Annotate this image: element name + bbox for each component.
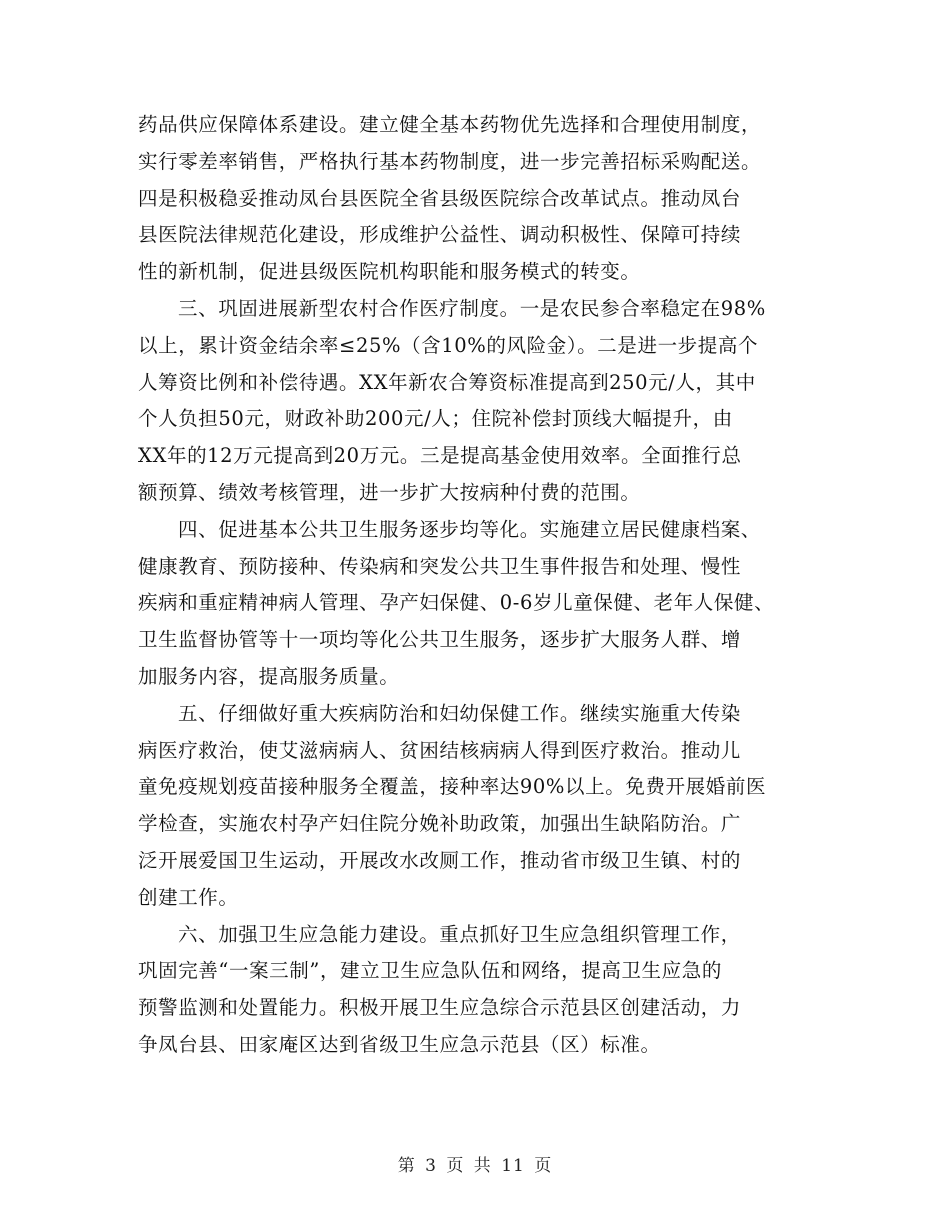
paragraph-line: 药品供应保障体系建设。建立健全基本药物优先选择和合理使用制度， (138, 113, 762, 136)
paragraph-line: 童免疫规划疫苗接种服务全覆盖，接种率达90%以上。免费开展婚前医 (138, 775, 767, 799)
paragraph-line: 四是积极稳妥推动凤台县医院全省县级医院综合改革试点。推动凤台 (138, 186, 742, 210)
paragraph-line: 以上，累计资金结余率≤25%（含10%的风险金）。二是进一步提高个 (138, 333, 759, 357)
page-number-footer: 第 3 页 共 11 页 (397, 1156, 553, 1176)
paragraph-heading-line: 四、促进基本公共卫生服务逐步均等化。实施建立居民健康档案、 (178, 517, 761, 541)
paragraph-heading-line: 五、仔细做好重大疾病防治和妇幼保健工作。继续实施重大传染 (178, 701, 741, 725)
paragraph-line: 健康教育、预防接种、传染病和突发公共卫生事件报告和处理、慢性 (138, 554, 742, 578)
paragraph-line: 额预算、绩效考核管理，进一步扩大按病种付费的范围。 (138, 480, 641, 504)
paragraph-line: 疾病和重症精神病人管理、孕产妇保健、0-6岁儿童保健、老年人保健、 (138, 591, 775, 615)
paragraph-line: 县医院法律规范化建设，形成维护公益性、调动积极性、保障可持续 (138, 223, 742, 247)
paragraph-line: 争凤台县、田家庵区达到省级卫生应急示范县（区）标准。 (138, 1032, 661, 1056)
paragraph-line: 人筹资比例和补偿待遇。XX年新农合筹资标准提高到250元/人，其中 (138, 370, 756, 394)
paragraph-line: 加服务内容，提高服务质量。 (138, 664, 400, 688)
paragraph-line: XX年的12万元提高到20万元。三是提高基金使用效率。全面推行总 (138, 444, 742, 468)
paragraph-line: 个人负担50元，财政补助200元/人；住院补偿封顶线大幅提升，由 (138, 407, 733, 431)
paragraph-line: 卫生监督协管等十一项均等化公共卫生服务，逐步扩大服务人群、增 (138, 628, 742, 652)
paragraph-line: 创建工作。 (138, 885, 239, 909)
paragraph-line: 预警监测和处置能力。积极开展卫生应急综合示范县区创建活动，力 (138, 996, 742, 1020)
paragraph-line: 性的新机制，促进县级医院机构职能和服务模式的转变。 (138, 260, 641, 284)
paragraph-heading-line: 三、巩固进展新型农村合作医疗制度。一是农民参合率稳定在98% (178, 296, 766, 320)
paragraph-line: 实行零差率销售，严格执行基本药物制度，进一步完善招标采购配送。 (138, 149, 762, 173)
paragraph-line: 泛开展爱国卫生运动，开展改水改厕工作，推动省市级卫生镇、村的 (138, 848, 742, 872)
document-body (138, 107, 828, 1064)
paragraph-heading-line: 六、加强卫生应急能力建设。重点抓好卫生应急组织管理工作， (178, 922, 741, 946)
paragraph-line: 巩固完善“一案三制”，建立卫生应急队伍和网络，提高卫生应急的 (138, 959, 722, 983)
paragraph-line: 学检查，实施农村孕产妇住院分娩补助政策，加强出生缺陷防治。广 (138, 812, 742, 836)
paragraph-line: 病医疗救治，使艾滋病病人、贫困结核病病人得到医疗救治。推动儿 (138, 738, 742, 762)
